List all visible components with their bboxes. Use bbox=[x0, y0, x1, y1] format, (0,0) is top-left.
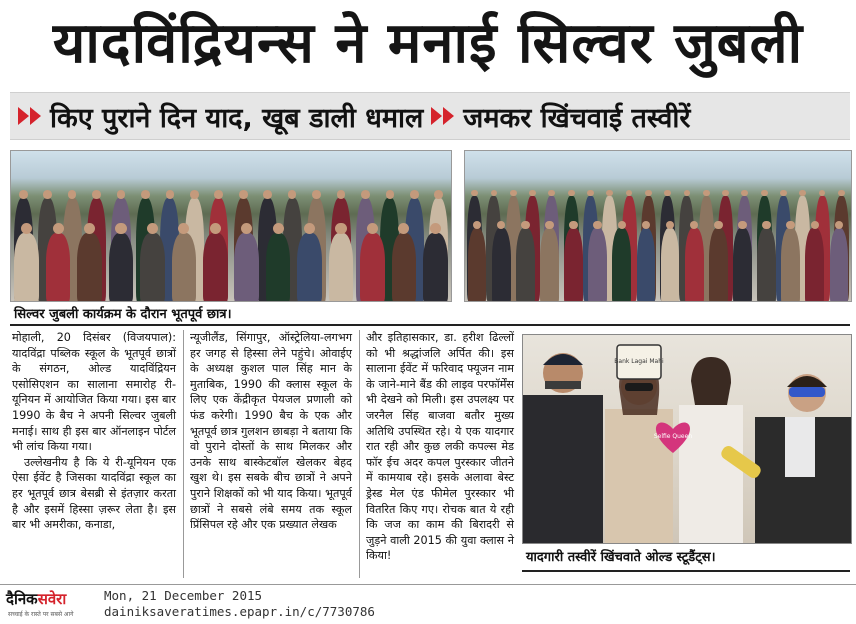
person-silhouette bbox=[685, 228, 704, 302]
person-head bbox=[335, 223, 346, 234]
person-head bbox=[273, 223, 284, 234]
group-photo-left-people bbox=[11, 184, 451, 301]
article-paragraph: मोहाली, 20 दिसंबर (विजयपाल): यादविंद्रा पब्लिक स्कूल के भूतपूर्व छात्रों के संगठन, ओल्ड यादविंद्रियन एसोसिएशन का सालाना समारोह री-यूनियन में आयोजित किया गया। इस बार 1990 के बैच ने अपनी सिल्वर जुबली मनाई। साथ ही इस बार ऑनलाइन पोर्टल भी लांच किया गया। bbox=[12, 331, 176, 454]
person-head bbox=[471, 190, 478, 197]
person-head bbox=[210, 223, 221, 234]
person-head bbox=[714, 221, 722, 229]
person-silhouette bbox=[564, 228, 583, 302]
column-divider bbox=[359, 330, 360, 578]
person-head bbox=[606, 190, 613, 197]
person-silhouette bbox=[805, 228, 824, 302]
person-silhouette bbox=[423, 233, 448, 302]
person-silhouette bbox=[781, 228, 800, 302]
person-silhouette bbox=[172, 233, 197, 302]
person-silhouette bbox=[329, 233, 354, 302]
person-silhouette bbox=[46, 233, 71, 302]
person-silhouette bbox=[516, 228, 535, 302]
person-head bbox=[166, 190, 175, 199]
article-column-1 bbox=[12, 330, 176, 533]
group-photo-caption: सिल्वर जुबली कार्यक्रम के दौरान भूतपूर्व छात्र। bbox=[10, 304, 850, 326]
person-head bbox=[92, 190, 101, 199]
person-head bbox=[587, 190, 594, 197]
person-head bbox=[491, 190, 498, 197]
person-silhouette bbox=[757, 228, 776, 302]
logo-word-1: दैनिक bbox=[6, 590, 38, 608]
person-head bbox=[434, 190, 443, 199]
person-head bbox=[239, 190, 248, 199]
person-silhouette bbox=[297, 233, 322, 302]
person-head bbox=[410, 190, 419, 199]
article-paragraph: न्यूजीलैंड, सिंगापुर, ऑस्ट्रेलिया-लगभग हर जगह से हिस्सा लेने पहुंचे। ओवाईए के अध्यक्ष कुशल पाल सिंह मान के मुताबिक, 1990 की क्लास स्कूल के लिए एक केंद्रीकृत पेयजल प्रणाली को फंड करेगी। 1990 बैच के एक और भूतपूर्व छात्र गुलशन छाबड़ा ने बताया कि वो पुराने दोस्तों के साथ मिलकर और उनके साथ बास्केटबॉल खेलकर बेहद खुश थे। इस सबके बीच छात्रों ने अपने पुराने शिक्षकों को भी याद किया। भूतपूर्व छात्रों ने सबसे लंबे समय तक स्कूल प्रिंसिपल रहे और एक प्रख्यात लेखक bbox=[190, 331, 352, 532]
person-silhouette bbox=[540, 228, 559, 302]
publication-date: Mon, 21 December 2015 bbox=[104, 588, 263, 603]
person-head bbox=[838, 190, 845, 197]
person-silhouette bbox=[612, 228, 631, 302]
subheading-bar bbox=[10, 92, 850, 140]
person-head bbox=[569, 221, 577, 229]
person-silhouette bbox=[661, 228, 680, 302]
person-silhouette bbox=[492, 228, 511, 302]
person-head bbox=[545, 221, 553, 229]
person-head bbox=[762, 221, 770, 229]
person-head bbox=[799, 190, 806, 197]
person-silhouette bbox=[468, 228, 487, 302]
person-head bbox=[741, 190, 748, 197]
person-head bbox=[593, 221, 601, 229]
article-paragraph: उल्लेखनीय है कि ये री-यूनियन एक ऐसा ईवेंट है जिसका यादविंद्रा स्कूल का हर भूतपूर्व छात्र बेसब्री से इंतज़ार करता है और इसमें हिस्सा ज़रूर लेता है। इस बार भी अमरीका, कनाडा, bbox=[12, 455, 176, 532]
subheading-1-text: किए पुराने दिन याद, खूब डाली धमाल bbox=[50, 102, 424, 134]
person-silhouette bbox=[266, 233, 291, 302]
column-divider bbox=[183, 330, 184, 578]
group-photo-right-people bbox=[465, 184, 851, 301]
article-paragraph: और इतिहासकार, डा. हरीश ढिल्लों को भी श्रद्धांजलि अर्पित की। इस सालाना ईवेंट में फरिवाद फ्यूजन नाम के जाने-माने बैंड की लाइव परफॉर्मेंस भी देखने को मिली। इस उपलक्ष्य पर जरनैल सिंह बाजवा बतौर मुख्य अतिथि उपस्थित रहे। ये एक यादगार रात रही और कुछ लकी कपल्स मेड फॉर ईच अदर कपल पुरस्कार जीतने में कामयाब रहे। इसके अलावा बेस्ट ड्रेस्ड मेल एंड फीमेल पुरस्कार भी वितरित किए गए। रोचक बात ये रही कि जज का काम की बिरादरी से जुड़ने वाली 2015 की युवा क्लास ने किया! bbox=[366, 331, 514, 563]
person-head bbox=[214, 190, 223, 199]
person-head bbox=[430, 223, 441, 234]
props-photo-caption: यादगारी तस्वीरें खिंचवाते ओल्ड स्टूडैंट्स। bbox=[522, 544, 850, 572]
person-head bbox=[738, 221, 746, 229]
person-silhouette bbox=[140, 233, 165, 302]
person-silhouette bbox=[109, 233, 134, 302]
person-silhouette bbox=[588, 228, 607, 302]
person-head bbox=[761, 190, 768, 197]
headline: यादविंद्रियन्स ने मनाई सिल्वर जुबली bbox=[52, 11, 804, 76]
double-arrow-icon bbox=[18, 107, 42, 125]
person-head bbox=[703, 190, 710, 197]
double-arrow-icon bbox=[431, 107, 455, 125]
alumni-props-illustration bbox=[523, 335, 851, 543]
heart-prop-text: Selfie Queen bbox=[653, 433, 693, 440]
footer bbox=[0, 584, 856, 624]
person-silhouette bbox=[733, 228, 752, 302]
person-head bbox=[786, 221, 794, 229]
person-silhouette bbox=[709, 228, 728, 302]
person-head bbox=[645, 190, 652, 197]
person-head bbox=[53, 223, 64, 234]
person-head bbox=[117, 190, 126, 199]
article-column-2 bbox=[190, 330, 352, 533]
person-head bbox=[190, 190, 199, 199]
epaper-url[interactable]: dainiksaveratimes.epapr.in/c/7730786 bbox=[104, 604, 375, 619]
person-head bbox=[548, 190, 555, 197]
subheading-2-text: जमकर खिंचवाई तस्वीरें bbox=[463, 102, 691, 134]
person-head bbox=[43, 190, 52, 199]
person-silhouette bbox=[14, 233, 39, 302]
person-silhouette bbox=[234, 233, 259, 302]
person-head bbox=[337, 190, 346, 199]
person-silhouette bbox=[392, 233, 417, 302]
newspaper-logo bbox=[6, 589, 102, 621]
person-head bbox=[115, 223, 126, 234]
group-photo-left bbox=[10, 150, 452, 302]
person-head bbox=[780, 190, 787, 197]
group-photo-right bbox=[464, 150, 852, 302]
logo-word-2: सवेरा bbox=[37, 590, 67, 608]
person-head bbox=[361, 190, 370, 199]
person-head bbox=[386, 190, 395, 199]
person-silhouette bbox=[637, 228, 656, 302]
person-head bbox=[521, 221, 529, 229]
subheading-2 bbox=[423, 98, 690, 135]
person-head bbox=[664, 190, 671, 197]
sign-prop-text: Bank Lagai Mahi bbox=[614, 358, 664, 365]
person-head bbox=[141, 190, 150, 199]
footer-meta bbox=[104, 588, 375, 620]
logo-tagline: सच्चाई के रास्ते पर सबसे आगे bbox=[8, 611, 74, 618]
person-head bbox=[684, 190, 691, 197]
person-silhouette bbox=[830, 228, 849, 302]
person-head bbox=[529, 190, 536, 197]
person-head bbox=[510, 190, 517, 197]
person-head bbox=[568, 190, 575, 197]
person-head bbox=[19, 190, 28, 199]
person-silhouette bbox=[360, 233, 385, 302]
person-head bbox=[263, 190, 272, 199]
alumni-props-photo bbox=[522, 334, 852, 544]
person-head bbox=[722, 190, 729, 197]
subheading-1 bbox=[10, 98, 423, 135]
article-column-3 bbox=[366, 330, 514, 564]
person-head bbox=[312, 190, 321, 199]
person-silhouette bbox=[203, 233, 228, 302]
person-silhouette bbox=[77, 233, 102, 302]
